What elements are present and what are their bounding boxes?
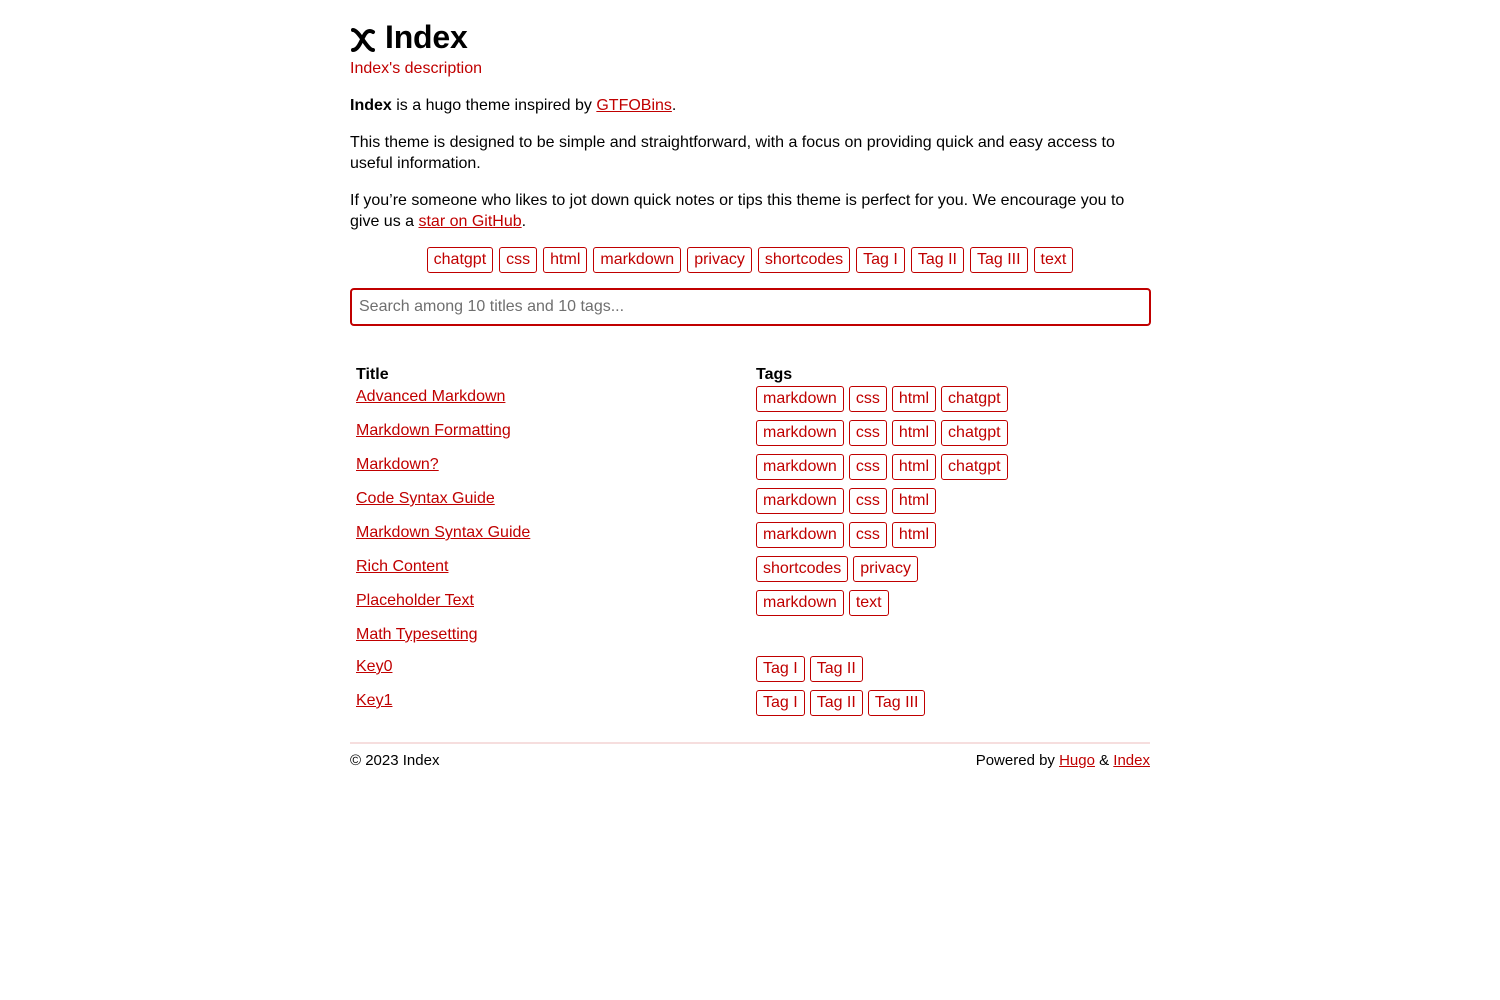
intro-end: . xyxy=(671,97,677,114)
posts-table xyxy=(350,356,1150,724)
tag-filter-button[interactable]: text xyxy=(1034,247,1074,273)
intro-bold-name: Index xyxy=(350,97,392,114)
table-row xyxy=(356,590,1144,624)
table-row xyxy=(356,656,1144,690)
intro-section xyxy=(350,95,1150,232)
powered-by-text: Powered by xyxy=(975,752,1060,769)
post-tag-button[interactable]: Tag I xyxy=(756,656,805,682)
intro-text: If you’re someone who likes to jot down quick notes or tips this theme is perfect for you. We encourage you to give us a xyxy=(350,192,1125,230)
post-tags xyxy=(756,522,1144,548)
post-tags xyxy=(756,386,1144,412)
post-tag-button[interactable]: css xyxy=(849,522,887,548)
search-input[interactable] xyxy=(350,288,1151,326)
page-container xyxy=(350,0,1150,770)
intro-text: is a hugo theme inspired by xyxy=(391,97,597,114)
post-tag-button[interactable]: markdown xyxy=(756,386,844,412)
site-header xyxy=(350,18,1150,79)
post-tags-cell xyxy=(756,488,1144,522)
post-title-link[interactable]: Markdown Formatting xyxy=(356,422,511,439)
tag-filter-button[interactable]: Tag III xyxy=(970,247,1028,273)
site-footer xyxy=(350,742,1150,770)
crossed-x-icon xyxy=(350,24,376,50)
tag-filter-button[interactable]: css xyxy=(499,247,537,273)
post-tag-button[interactable]: css xyxy=(849,420,887,446)
post-title-link[interactable]: Placeholder Text xyxy=(356,592,474,609)
powered-by xyxy=(976,752,1150,770)
post-title-link[interactable]: Math Typesetting xyxy=(356,626,478,643)
post-tag-button[interactable]: markdown xyxy=(756,454,844,480)
post-tag-button[interactable]: html xyxy=(892,386,936,412)
post-tags-cell xyxy=(756,590,1144,624)
index-link[interactable]: Index xyxy=(1113,752,1150,769)
gtfobins-link[interactable]: GTFOBins xyxy=(596,97,672,114)
intro-paragraph-1 xyxy=(350,95,1150,116)
post-tags-cell xyxy=(756,656,1144,690)
site-title-text: Index xyxy=(385,18,468,55)
intro-paragraph-2: This theme is designed to be simple and straightforward, with a focus on providing quick and easy access to useful information. xyxy=(350,134,1115,172)
post-tag-button[interactable]: css xyxy=(849,386,887,412)
table-header-row xyxy=(356,356,1144,386)
table-row xyxy=(356,420,1144,454)
tag-filter-button[interactable]: privacy xyxy=(687,247,752,273)
post-tag-button[interactable]: markdown xyxy=(756,522,844,548)
post-tags xyxy=(756,420,1144,446)
post-tags-cell xyxy=(756,420,1144,454)
post-tag-button[interactable]: Tag I xyxy=(756,690,805,716)
tags-column-header: Tags xyxy=(756,366,793,383)
table-row xyxy=(356,522,1144,556)
post-title-cell xyxy=(356,556,750,590)
post-tags xyxy=(756,556,1144,582)
post-title-link[interactable]: Markdown? xyxy=(356,456,439,473)
post-tag-button[interactable]: css xyxy=(849,488,887,514)
post-tag-button[interactable]: shortcodes xyxy=(756,556,848,582)
table-row xyxy=(356,624,1144,656)
post-tag-button[interactable]: html xyxy=(892,420,936,446)
tag-filter-button[interactable]: Tag II xyxy=(911,247,964,273)
post-tags xyxy=(756,488,1144,514)
post-title-cell xyxy=(356,590,750,624)
post-tag-button[interactable]: css xyxy=(849,454,887,480)
post-tags xyxy=(756,454,1144,480)
site-description: Index's description xyxy=(350,60,483,77)
post-title-link[interactable]: Key0 xyxy=(356,658,393,675)
post-tag-button[interactable]: chatgpt xyxy=(941,420,1007,446)
post-tags xyxy=(756,656,1144,682)
post-title-cell xyxy=(356,624,750,656)
post-title-cell xyxy=(356,488,750,522)
post-tag-button[interactable]: text xyxy=(849,590,889,616)
intro-end: . xyxy=(521,213,527,230)
tag-filter-button[interactable]: markdown xyxy=(593,247,681,273)
post-tag-button[interactable]: privacy xyxy=(853,556,918,582)
copyright-text: © 2023 Index xyxy=(350,752,440,769)
post-tag-button[interactable]: html xyxy=(892,522,936,548)
tag-filter-button[interactable]: html xyxy=(543,247,587,273)
ampersand: & xyxy=(1094,752,1114,769)
tag-filter-button[interactable]: Tag I xyxy=(856,247,905,273)
post-tag-button[interactable]: chatgpt xyxy=(941,386,1007,412)
post-title-link[interactable]: Code Syntax Guide xyxy=(356,490,495,507)
post-title-cell xyxy=(356,454,750,488)
post-title-cell xyxy=(356,656,750,690)
post-title-link[interactable]: Markdown Syntax Guide xyxy=(356,524,531,541)
post-tags xyxy=(756,590,1144,616)
tag-filter-button[interactable]: chatgpt xyxy=(427,247,493,273)
search-container xyxy=(350,288,1150,326)
post-tags-cell xyxy=(756,690,1144,724)
tag-cloud xyxy=(350,247,1150,273)
table-row xyxy=(356,690,1144,724)
post-tags-cell xyxy=(756,454,1144,488)
post-tag-button[interactable]: Tag II xyxy=(810,656,863,682)
post-title-cell xyxy=(356,386,750,420)
post-title-cell xyxy=(356,522,750,556)
table-row xyxy=(356,454,1144,488)
post-tag-button[interactable]: Tag II xyxy=(810,690,863,716)
github-star-link[interactable]: star on GitHub xyxy=(418,213,522,230)
post-title-link[interactable]: Rich Content xyxy=(356,558,449,575)
table-row xyxy=(356,386,1144,420)
post-tag-button[interactable]: markdown xyxy=(756,420,844,446)
post-title-cell xyxy=(356,690,750,724)
post-tags xyxy=(756,690,1144,716)
post-tag-button[interactable]: html xyxy=(892,488,936,514)
title-column-header: Title xyxy=(356,366,389,383)
post-tag-button[interactable]: chatgpt xyxy=(941,454,1007,480)
post-tag-button[interactable]: html xyxy=(892,454,936,480)
posts-table-body xyxy=(356,386,1144,724)
table-row xyxy=(356,556,1144,590)
post-title-cell xyxy=(356,420,750,454)
post-tag-button[interactable]: markdown xyxy=(756,590,844,616)
post-title-link[interactable]: Key1 xyxy=(356,692,393,709)
post-tags-cell xyxy=(756,556,1144,590)
post-title-link[interactable]: Advanced Markdown xyxy=(356,388,506,405)
post-tags-cell xyxy=(756,624,1144,656)
hugo-link[interactable]: Hugo xyxy=(1059,752,1095,769)
post-tags-cell xyxy=(756,386,1144,420)
post-tags-cell xyxy=(756,522,1144,556)
tag-filter-button[interactable]: shortcodes xyxy=(758,247,850,273)
post-tag-button[interactable]: Tag III xyxy=(868,690,926,716)
post-tag-button[interactable]: markdown xyxy=(756,488,844,514)
site-title[interactable] xyxy=(350,18,1150,56)
table-row xyxy=(356,488,1144,522)
intro-paragraph-3 xyxy=(350,190,1150,232)
